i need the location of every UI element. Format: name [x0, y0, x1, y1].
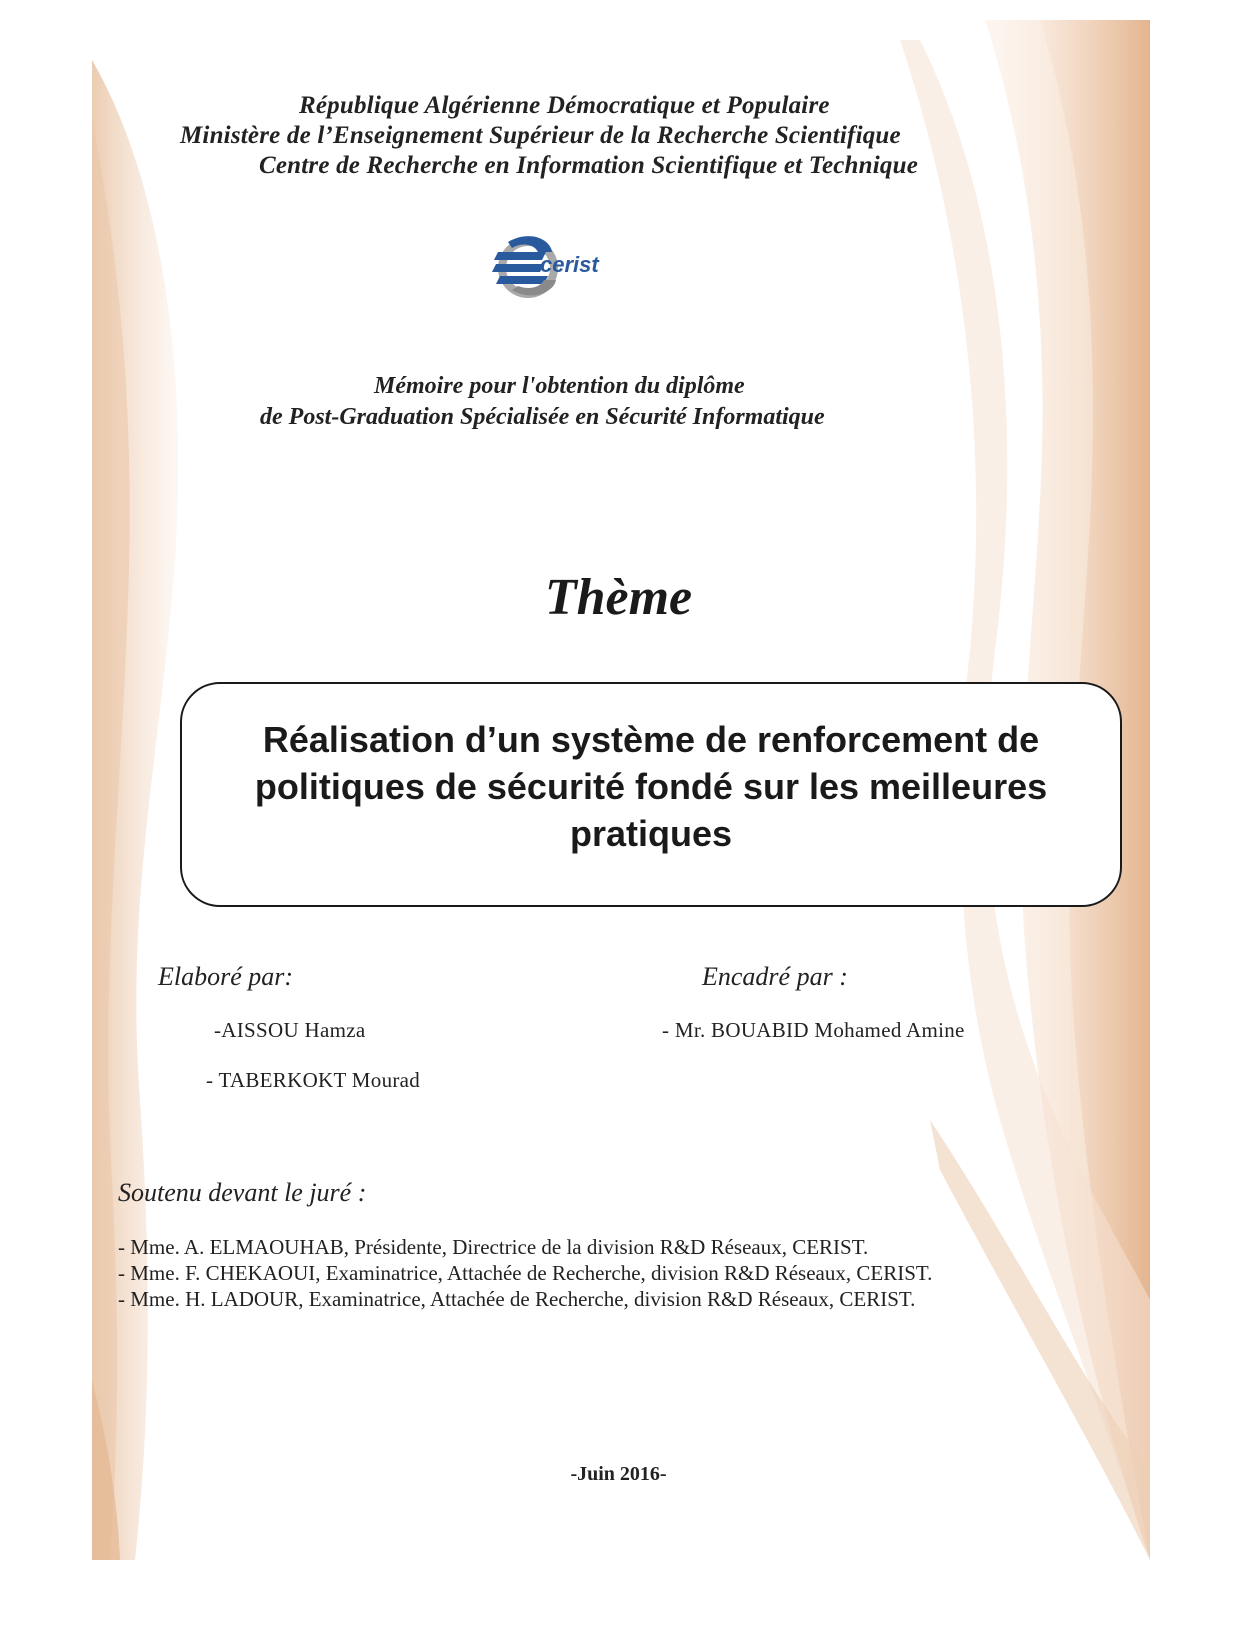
header-center: Centre de Recherche en Information Scientifique et Technique — [259, 152, 918, 179]
diploma-line-2: de Post-Graduation Spécialisée en Sécurité Informatique — [260, 404, 825, 430]
cerist-logo — [488, 230, 618, 310]
diploma-line-1: Mémoire pour l'obtention du diplôme — [374, 373, 745, 399]
jury-member-3: - Mme. H. LADOUR, Examinatrice, Attachée de Recherche, division R&D Réseaux, CERIST. — [118, 1287, 916, 1311]
header-republic: République Algérienne Démocratique et Populaire — [299, 92, 830, 119]
supervisor-name: - Mr. BOUABID Mohamed Amine — [662, 1018, 965, 1042]
defense-date — [0, 1463, 1241, 1486]
thesis-title: Réalisation d’un système de renforcement de politiques de sécurité fondé sur les meilleures pratiques — [254, 719, 1048, 854]
cerist-logo-text: cerist — [540, 252, 599, 277]
header-ministry: Ministère de l’Enseignement Supérieur de la Recherche Scientifique — [180, 122, 901, 149]
author-name-1: -AISSOU Hamza — [214, 1018, 366, 1042]
jury-label: Soutenu devant le juré : — [118, 1178, 367, 1207]
defense-date-text: -Juin 2016- — [570, 1463, 667, 1485]
theme-heading — [0, 568, 1241, 627]
theme-heading-text: Thème — [544, 569, 693, 626]
jury-member-1: - Mme. A. ELMAOUHAB, Présidente, Directrice de la division R&D Réseaux, CERIST. — [118, 1235, 869, 1259]
authors-label: Elaboré par: — [158, 962, 294, 991]
jury-member-2: - Mme. F. CHEKAOUI, Examinatrice, Attachée de Recherche, division R&D Réseaux, CERIST. — [118, 1261, 933, 1285]
author-name-2: - TABERKOKT Mourad — [206, 1068, 421, 1092]
supervisor-label: Encadré par : — [702, 962, 848, 991]
thesis-title-box — [180, 682, 1122, 907]
